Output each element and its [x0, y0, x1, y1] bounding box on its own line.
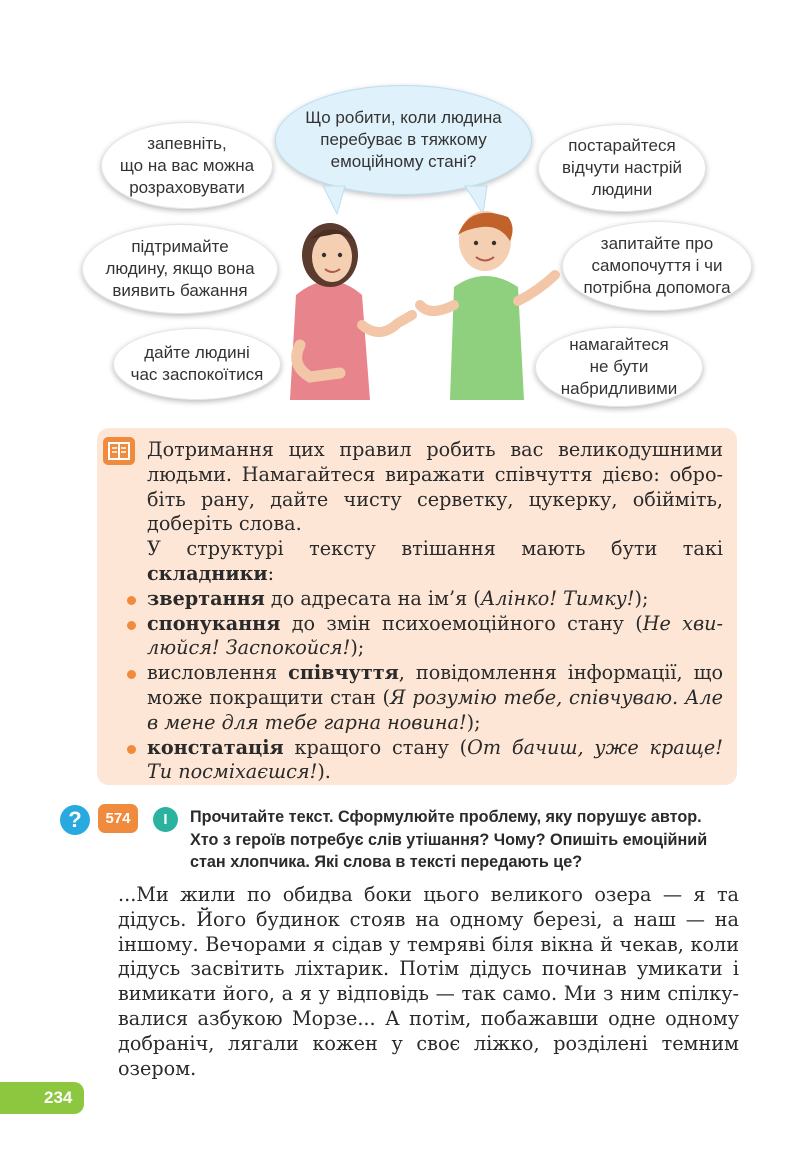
example: Я розумію тебе, співчуваю. Але в мене для тебе гарна новина!: [147, 685, 723, 734]
story-line: іншому. Вечорами я сідав у темряві біля вікна й чекав, коли: [118, 932, 739, 956]
story-text: [118, 883, 739, 1081]
item-text: висловлення: [147, 661, 289, 685]
term: спонукання: [147, 611, 281, 635]
tip-line: виявить бажання: [112, 281, 248, 300]
example: От бачиш, уже краще! Ти посміхаєшся!: [147, 735, 723, 784]
list-item: [123, 587, 723, 612]
question-line: емоційному стані?: [330, 152, 477, 171]
tip-line: запитайте про: [600, 234, 714, 253]
list-item: [123, 736, 723, 786]
tip-bubble-time: [113, 328, 281, 400]
question-line: Що робити, коли людина: [305, 108, 502, 127]
rules-paragraph: Дотримання цих правил робить вас великодушними людьми. Намагайтеся виражати співчуття дієво: обробіть рану, дайте чисту серветку, цукерку, обійміть, доберіть слова.: [147, 438, 723, 536]
tip-line: постарайтеся: [568, 136, 676, 155]
tip-line: час заспокоїтися: [130, 365, 264, 384]
instruction-line: Прочитайте текст. Сформулюйте проблему, яку порушує автор.: [190, 808, 702, 826]
rules-text: [147, 438, 723, 785]
two-teens-illustration: [270, 205, 570, 400]
story-line: дідусь. Його будинок стояв на одному березі, а наш — на: [118, 907, 739, 931]
components-list: [147, 587, 723, 785]
exercise-instructions: [190, 806, 765, 874]
punct: :: [267, 561, 275, 585]
boy-figure: [420, 211, 555, 400]
example: Не хвилюйся! Заспокойся!: [147, 611, 723, 660]
item-text: кращого стану (: [283, 735, 468, 759]
question-bubble: [275, 85, 532, 195]
punct: );: [634, 586, 649, 610]
punct: );: [350, 636, 365, 660]
example: Алінко! Тимку!: [480, 586, 635, 610]
page-number: 234: [0, 1082, 84, 1114]
tip-bubble-reassure: [101, 122, 273, 209]
item-text: , повідомлення інформації, що може покращити стан (: [147, 661, 723, 709]
tip-line: запевніть,: [147, 133, 227, 153]
story-line: ...Ми жили по обидва боки цього великого озера — я та: [118, 883, 739, 906]
term: констатація: [147, 735, 284, 759]
instruction-line: Хто з героїв потребує слів утішання? Чому? Опишіть емоційний: [190, 830, 708, 849]
story-line: дідусь засвітить ліхтарик. Потім дідусь починав умикати і: [118, 957, 739, 981]
story-line: озером.: [118, 1056, 197, 1080]
story-line: добраніч, лягали кожен у своє ліжко, розділені темним: [118, 1031, 739, 1055]
girl-figure: [290, 223, 412, 400]
tip-line: дайте людині: [144, 343, 250, 362]
book-icon: [103, 437, 135, 465]
question-mark-icon: ?: [60, 805, 90, 835]
tip-line: відчути настрій: [562, 158, 682, 177]
term: співчуття: [288, 661, 399, 685]
item-text: до змін психоемоційного стану (: [280, 611, 643, 635]
components-paragraph: [147, 537, 723, 587]
story-line: валися азбукою Морзе... А потім, побажавши одне одному: [118, 1006, 739, 1030]
list-item: [123, 612, 723, 662]
tip-line: людину, якщо вона: [105, 259, 255, 278]
item-text: до адресата на ім’я (: [264, 586, 481, 610]
punct: );: [466, 710, 481, 734]
story-line: вимикати його, а я у відповідь — так само. Ми з ним спілку-: [118, 982, 739, 1006]
tip-line: намагайтеся: [569, 335, 669, 354]
level-icon: I: [153, 807, 178, 832]
tip-bubble-mood: [538, 124, 706, 212]
tip-line: потрібна допомога: [583, 278, 731, 297]
question-line: перебуває в тяжкому: [320, 130, 487, 149]
tip-line: людини: [591, 180, 653, 199]
tip-line: розраховувати: [129, 177, 245, 197]
tip-bubble-ask: [562, 221, 752, 311]
components-intro: У структурі тексту втішання мають бути такі: [147, 537, 723, 561]
list-item: [123, 661, 723, 735]
tip-line: що на вас можна: [119, 155, 255, 175]
exercise-number-badge: 574: [98, 804, 138, 833]
tip-line: самопочуття і чи: [591, 256, 723, 275]
tip-bubble-support: [82, 224, 278, 314]
components-term: складники: [147, 561, 268, 585]
term: звертання: [147, 586, 265, 610]
instruction-line: стан хлопчика. Які слова в тексті передають це?: [190, 853, 583, 871]
tip-line: набридливими: [560, 379, 678, 398]
punct: ).: [317, 760, 331, 784]
tip-line: не бути: [589, 357, 649, 376]
tip-line: підтримайте: [131, 237, 229, 256]
